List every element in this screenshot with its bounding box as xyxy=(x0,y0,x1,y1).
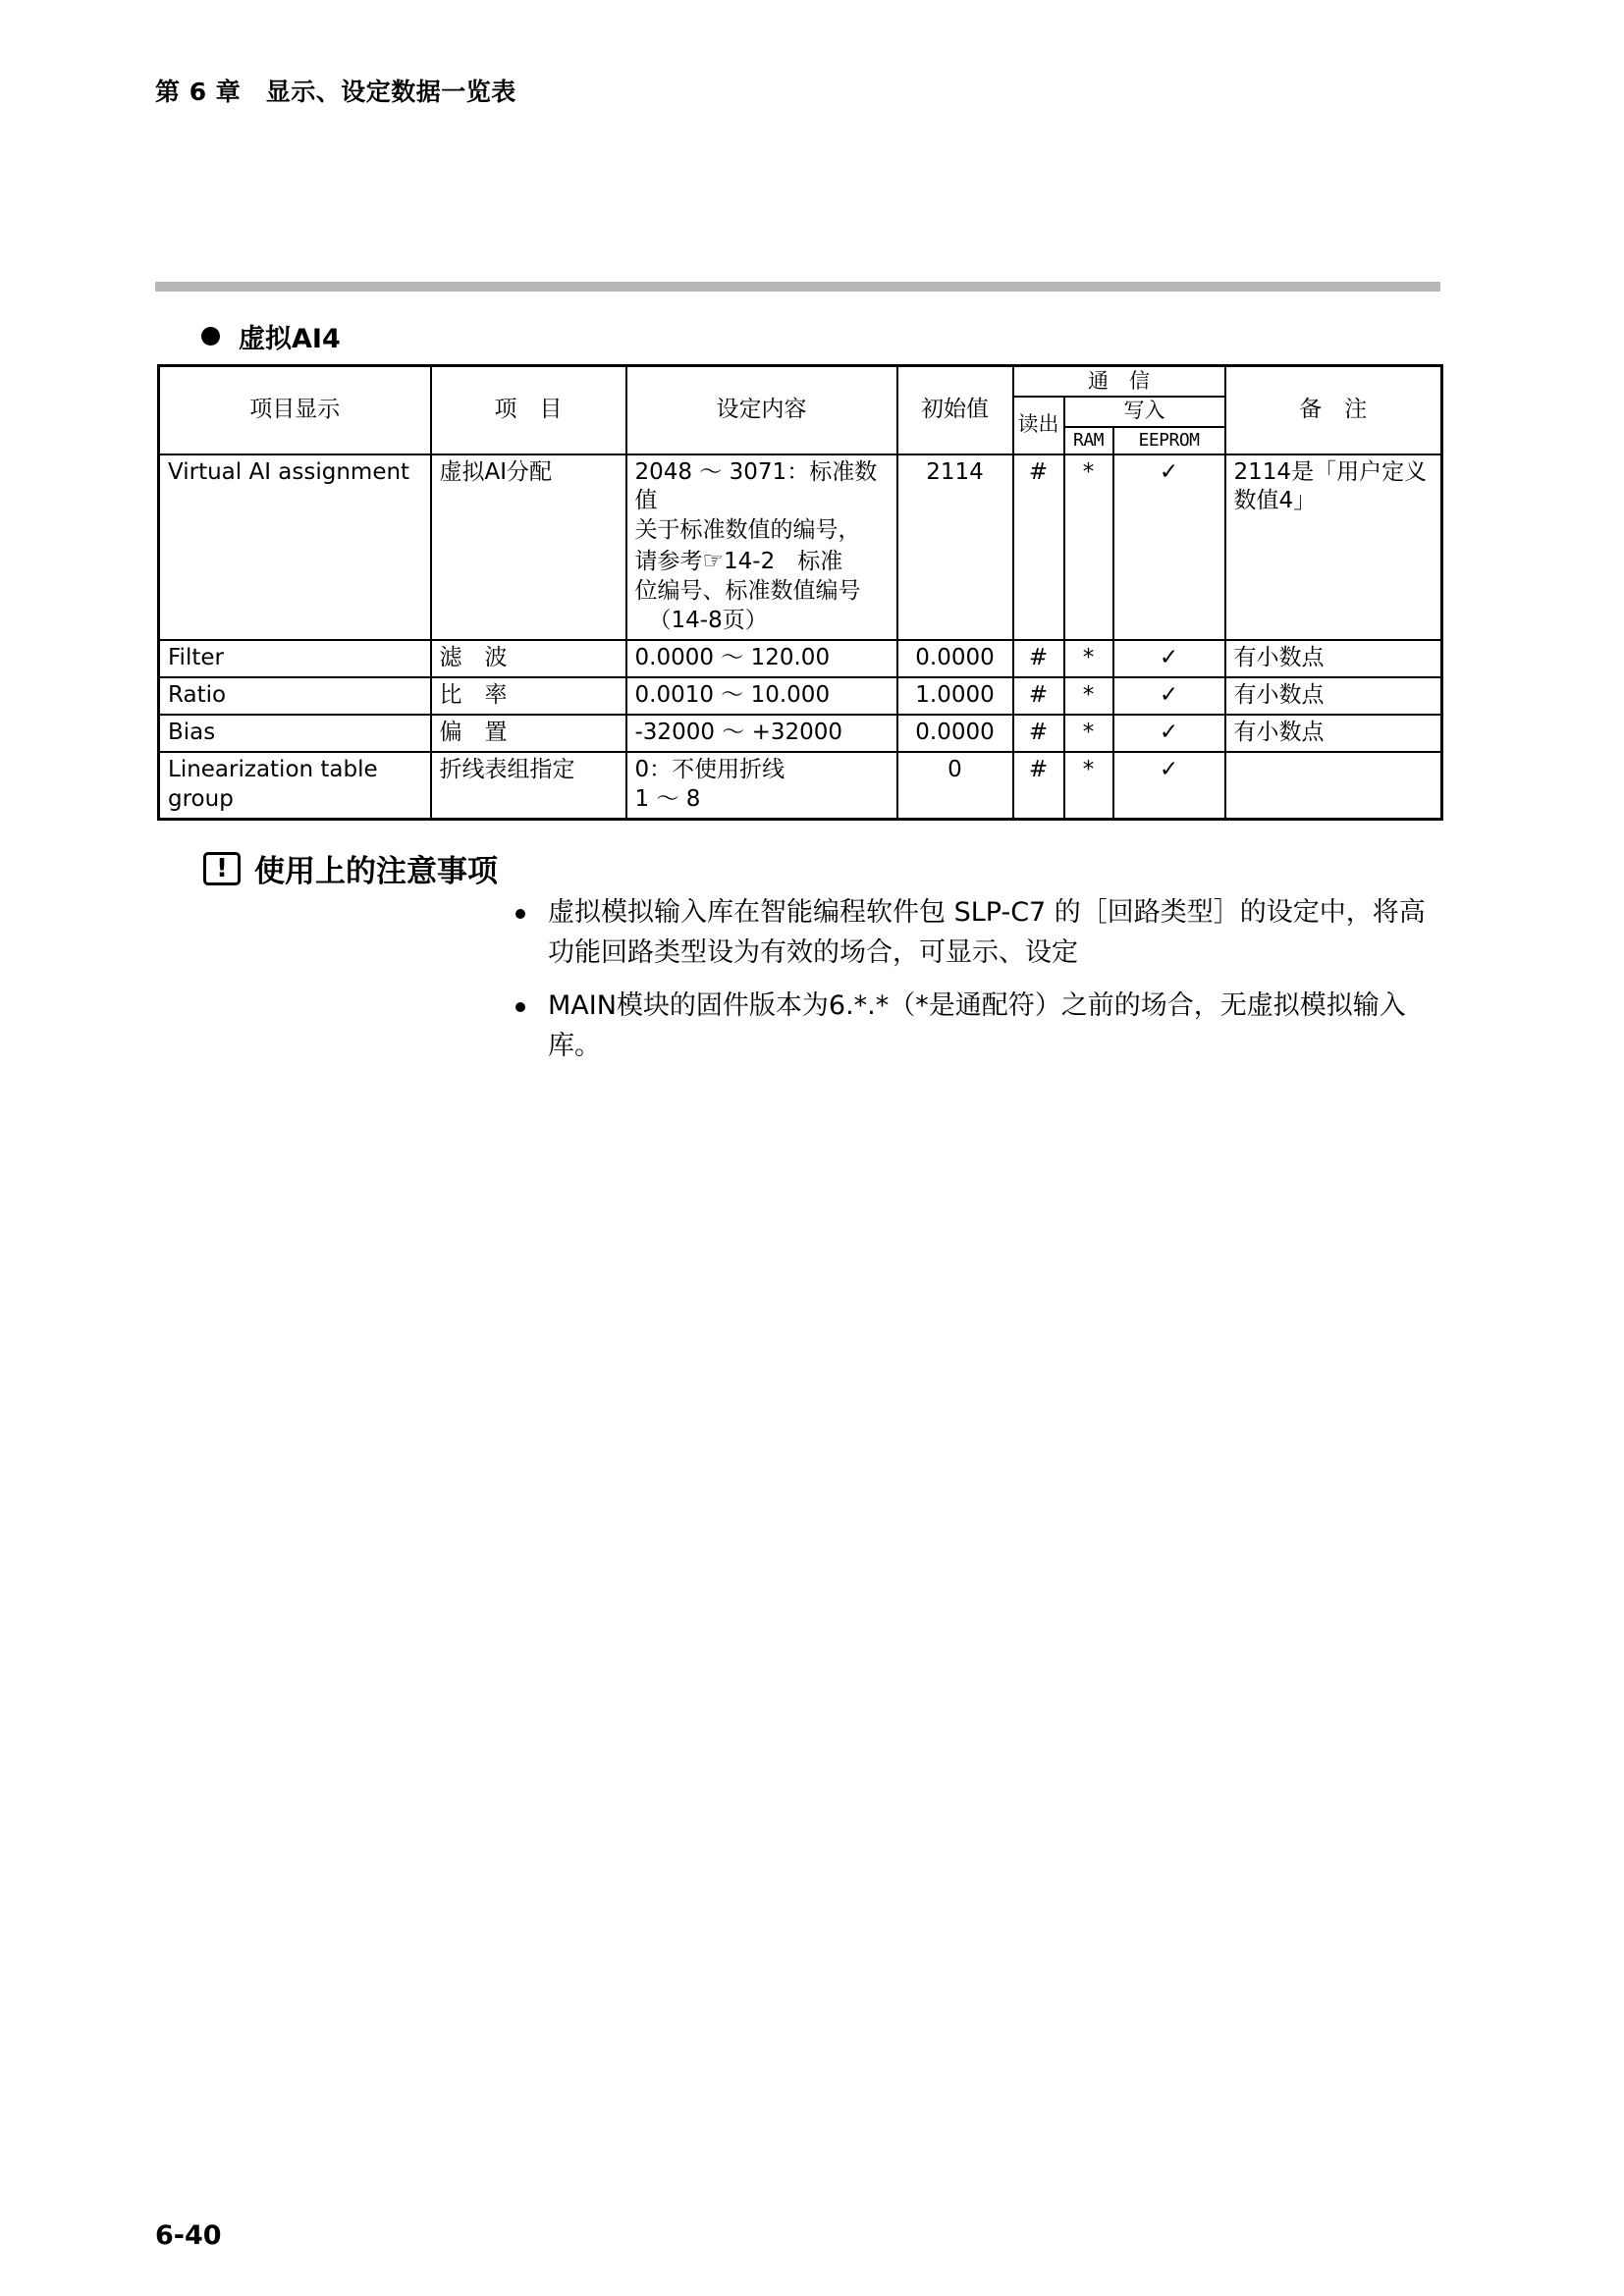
cell-initial: 0.0000 xyxy=(897,715,1013,752)
cell-setting: 2048 ～ 3071：标准数 值 关于标准数值的编号， 请参考☞14-2 标准 位编号、标准数值编号 （14-8页） xyxy=(626,454,897,640)
caution-title-text: 使用上的注意事项 xyxy=(254,854,498,889)
header-item: 项 目 xyxy=(431,366,626,454)
cell-display: Linearization table group xyxy=(159,752,431,819)
table-row xyxy=(159,752,1442,819)
exclamation-icon: ! xyxy=(203,852,241,885)
cell-remarks: 有小数点 xyxy=(1225,677,1442,715)
cell-ram: * xyxy=(1064,454,1113,640)
header-eeprom: EEPROM xyxy=(1113,427,1225,454)
cell-display: Ratio xyxy=(159,677,431,715)
chapter-header: 第 6 章 显示、设定数据一览表 xyxy=(155,78,516,106)
cell-ram: * xyxy=(1064,715,1113,752)
table-row xyxy=(159,715,1442,752)
pointing-hand-icon: ☞ xyxy=(702,547,725,575)
cell-eeprom: ✓ xyxy=(1113,640,1225,677)
cell-remarks: 有小数点 xyxy=(1225,715,1442,752)
cell-read: # xyxy=(1013,715,1064,752)
cell-read: # xyxy=(1013,454,1064,640)
cell-initial: 2114 xyxy=(897,454,1013,640)
header-initial: 初始值 xyxy=(897,366,1013,454)
cell-read: # xyxy=(1013,677,1064,715)
cell-item: 折线表组指定 xyxy=(431,752,626,819)
cell-remarks: 2114是「用户定义数值4」 xyxy=(1225,454,1442,640)
table-row xyxy=(159,454,1442,640)
cell-setting: 0.0000 ～ 120.00 xyxy=(626,640,897,677)
cell-setting: -32000 ～ +32000 xyxy=(626,715,897,752)
cell-remarks xyxy=(1225,752,1442,819)
cell-ram: * xyxy=(1064,640,1113,677)
cell-eeprom: ✓ xyxy=(1113,715,1225,752)
cell-initial: 0.0000 xyxy=(897,640,1013,677)
cell-eeprom: ✓ xyxy=(1113,454,1225,640)
caution-title xyxy=(203,846,498,890)
cell-display: Bias xyxy=(159,715,431,752)
list-item: MAIN模块的固件版本为6.*.*（*是通配符）之前的场合，无虚拟模拟输入库。 xyxy=(511,987,1434,1066)
bullet-icon xyxy=(201,327,220,346)
table-row xyxy=(159,677,1442,715)
cell-item: 虚拟AI分配 xyxy=(431,454,626,640)
cell-item: 偏 置 xyxy=(431,715,626,752)
cell-setting: 0：不使用折线 1 ～ 8 xyxy=(626,752,897,819)
header-write: 写入 xyxy=(1064,397,1225,427)
header-comm: 通 信 xyxy=(1013,366,1225,397)
cell-eeprom: ✓ xyxy=(1113,752,1225,819)
cell-read: # xyxy=(1013,752,1064,819)
cell-eeprom: ✓ xyxy=(1113,677,1225,715)
header-item-display: 项目显示 xyxy=(159,366,431,454)
caution-list xyxy=(511,893,1434,1080)
page-number: 6-40 xyxy=(155,2220,222,2251)
table-row xyxy=(159,640,1442,677)
header-remarks: 备 注 xyxy=(1225,366,1442,454)
cell-display: Virtual AI assignment xyxy=(159,454,431,640)
cell-remarks: 有小数点 xyxy=(1225,640,1442,677)
cell-setting: 0.0010 ～ 10.000 xyxy=(626,677,897,715)
cell-item: 比 率 xyxy=(431,677,626,715)
header-setting: 设定内容 xyxy=(626,366,897,454)
cell-item: 滤 波 xyxy=(431,640,626,677)
cell-ram: * xyxy=(1064,677,1113,715)
section-title xyxy=(201,317,341,355)
header-ram: RAM xyxy=(1064,427,1113,454)
section-divider xyxy=(155,282,1440,292)
header-read: 读出 xyxy=(1013,397,1064,454)
cell-ram: * xyxy=(1064,752,1113,819)
section-title-text: 虚拟AI4 xyxy=(239,324,341,354)
settings-table xyxy=(157,364,1443,821)
cell-read: # xyxy=(1013,640,1064,677)
list-item: 虚拟模拟输入库在智能编程软件包 SLP-C7 的［回路类型］的设定中，将高功能回路类型设为有效的场合，可显示、设定 xyxy=(511,893,1434,973)
cell-initial: 1.0000 xyxy=(897,677,1013,715)
cell-display: Filter xyxy=(159,640,431,677)
cell-initial: 0 xyxy=(897,752,1013,819)
